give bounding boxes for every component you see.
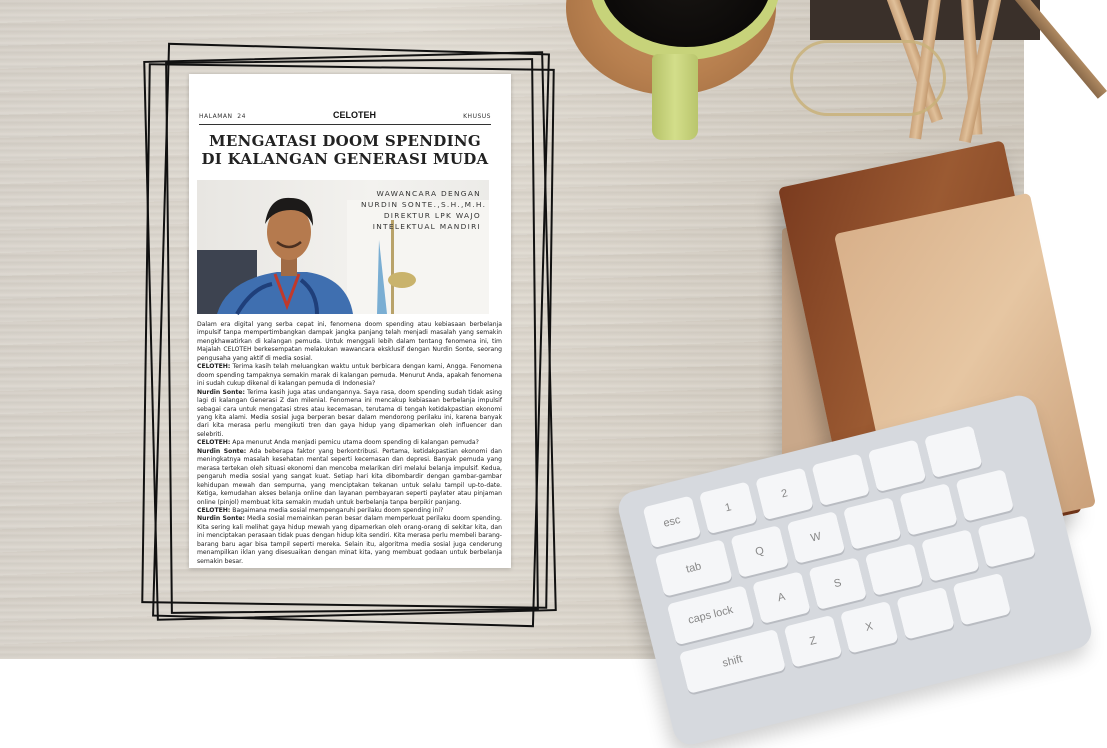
keyboard-key: Q bbox=[730, 525, 789, 578]
eyeglasses bbox=[790, 40, 946, 116]
keyboard-key: caps lock bbox=[667, 585, 755, 645]
speaker-label: Nurdin Sonte: bbox=[197, 447, 247, 455]
section-label: KHUSUS bbox=[463, 113, 491, 120]
keyboard-key bbox=[865, 543, 924, 596]
article-title bbox=[197, 132, 493, 168]
paragraph-text: Bagaimana media sosial mempengaruhi perilaku doom spending ini? bbox=[230, 506, 444, 514]
page-number-label: HALAMAN 24 bbox=[199, 113, 246, 120]
paragraph bbox=[197, 439, 502, 447]
speaker-label: CELOTEH: bbox=[197, 363, 231, 371]
keyboard-key bbox=[843, 497, 902, 550]
keyboard-key: shift bbox=[679, 629, 786, 694]
keyboard-key bbox=[899, 483, 958, 536]
keyboard-key bbox=[811, 453, 870, 506]
page-header bbox=[199, 110, 491, 120]
paragraph-text: Terima kasih telah meluangkan waktu untuk berbicara dengan kami, Angga. Fenomena doom spending tampaknya semakin marak di kalangan pemuda. Menurut Anda, apakah fenomena ini sudah cukup dikenal di kalangan pemuda di Indonesia? bbox=[197, 363, 502, 388]
magazine-name: CELOTEH bbox=[333, 110, 377, 120]
paragraph bbox=[197, 389, 502, 440]
paragraph-text: Apa menurut Anda menjadi pemicu utama doom spending di kalangan pemuda? bbox=[230, 439, 479, 447]
keyboard-key bbox=[868, 439, 927, 492]
paragraph bbox=[197, 363, 502, 388]
caption-line: DIREKTUR LPK WAJO bbox=[383, 211, 481, 220]
mug-handle bbox=[652, 54, 698, 140]
interview-caption bbox=[361, 188, 487, 232]
paragraph bbox=[197, 448, 502, 507]
speaker-label: Nurdin Sonte: bbox=[197, 388, 245, 396]
keyboard-key bbox=[952, 573, 1011, 626]
keyboard-key: tab bbox=[655, 539, 733, 597]
speaker-label: CELOTEH: bbox=[197, 439, 231, 447]
paragraph bbox=[197, 321, 502, 363]
keyboard-key bbox=[896, 587, 955, 640]
magazine-page bbox=[189, 74, 511, 568]
keyboard-key: 2 bbox=[755, 467, 814, 520]
interviewee-photo bbox=[197, 180, 489, 314]
keyboard bbox=[615, 392, 1095, 748]
article-title-line: MENGATASI DOOM SPENDING bbox=[208, 132, 482, 150]
keyboard-key: esc bbox=[643, 495, 702, 548]
caption-line: WAWANCARA DENGAN bbox=[376, 189, 481, 198]
keyboard-key: 1 bbox=[699, 481, 758, 534]
trophy bbox=[388, 272, 416, 288]
caption-line: NURDIN SONTE.,S.H.,M.H. bbox=[361, 200, 487, 209]
paragraph bbox=[197, 515, 502, 566]
speaker-label: CELOTEH: bbox=[197, 506, 231, 514]
flag-pole bbox=[391, 220, 394, 314]
article-body bbox=[197, 321, 502, 566]
keyboard-key: W bbox=[787, 511, 846, 564]
paragraph-text: Terima kasih juga atas undangannya. Saya rasa, doom spending sudah tidak asing lagi di kalangan Generasi Z dan milenial. Fenomena ini mencakup kebiasaan berbelanja impulsif sebagai cara untuk mengatasi stres atau kecemasan, terutama di tengah ketidakpastian ekonomi yang kita alami. Media sosial juga berperan besar dalam mendorong perilaku ini, karena banyak dari kita merasa perlu mengikuti tren dan gaya hidup yang dipamerkan oleh influencer dan selebriti. bbox=[197, 388, 502, 438]
paragraph-text: Ada beberapa faktor yang berkontribusi. Pertama, ketidakpastian ekonomi dan meningkatnya masalah kesehatan mental seperti kecemasan dan depresi. Banyak pemuda yang merasa tertekan oleh situasi ekonomi dan mencoba melarikan diri melalui belanja impulsif. Kedua, pengaruh media sosial yang sangat kuat. Setiap hari kita dibombardir dengan gambar-gambar kehidupan mewah dan sempurna, yang menciptakan tekanan untuk selalu tampil up-to-date. Ketiga, kemudahan akses belanja online dan layanan pembayaran seperti paylater atau pinjaman online (pinjol) membuat kita semakin mudah untuk berbelanja tanpa berpikir panjang. bbox=[197, 447, 502, 506]
keyboard-key: S bbox=[808, 557, 867, 610]
paragraph-text: Dalam era digital yang serba cepat ini, fenomena doom spending atau kebiasaan berbelanja impulsif tanpa mempertimbangkan dampak jangka panjang telah menjadi masalah yang semakin mengkhawatirkan di kalangan pemuda. Untuk menggali lebih dalam tentang fenomena ini, tim Majalah CELOTEH berkesempatan melakukan wawancara eksklusif dengan Nurdin Sonte, seorang pengusaha yang aktif di media sosial. bbox=[197, 321, 502, 362]
keyboard-key: A bbox=[752, 571, 811, 624]
keyboard-key bbox=[921, 529, 980, 582]
keyboard-key: Z bbox=[784, 615, 843, 668]
caption-line: INTELEKTUAL MANDIRI bbox=[372, 222, 481, 231]
paragraph bbox=[197, 507, 502, 515]
header-divider bbox=[199, 124, 491, 125]
article-title-line: DI KALANGAN GENERASI MUDA bbox=[201, 150, 489, 168]
speaker-label: Nurdin Sonte: bbox=[197, 515, 245, 523]
keyboard-key bbox=[924, 425, 983, 478]
paragraph-text: Media sosial memainkan peran besar dalam memperkuat perilaku doom spending. Kita sering kali melihat gaya hidup mewah yang dipamerkan oleh orang-orang di sekitar kita, dan ini menciptakan perasaan tidak puas dengan hidup kita sendiri. Kita merasa perlu membeli barang-barang baru agar bisa tampil seperti mereka. Selain itu, algoritma media sosial juga cenderung menampilkan iklan yang disesuaikan dengan minat kita, yang membuat godaan untuk berbelanja semakin besar. bbox=[197, 515, 502, 565]
keyboard-key bbox=[955, 469, 1014, 522]
keyboard-key bbox=[977, 515, 1036, 568]
keyboard-key: X bbox=[840, 601, 899, 654]
